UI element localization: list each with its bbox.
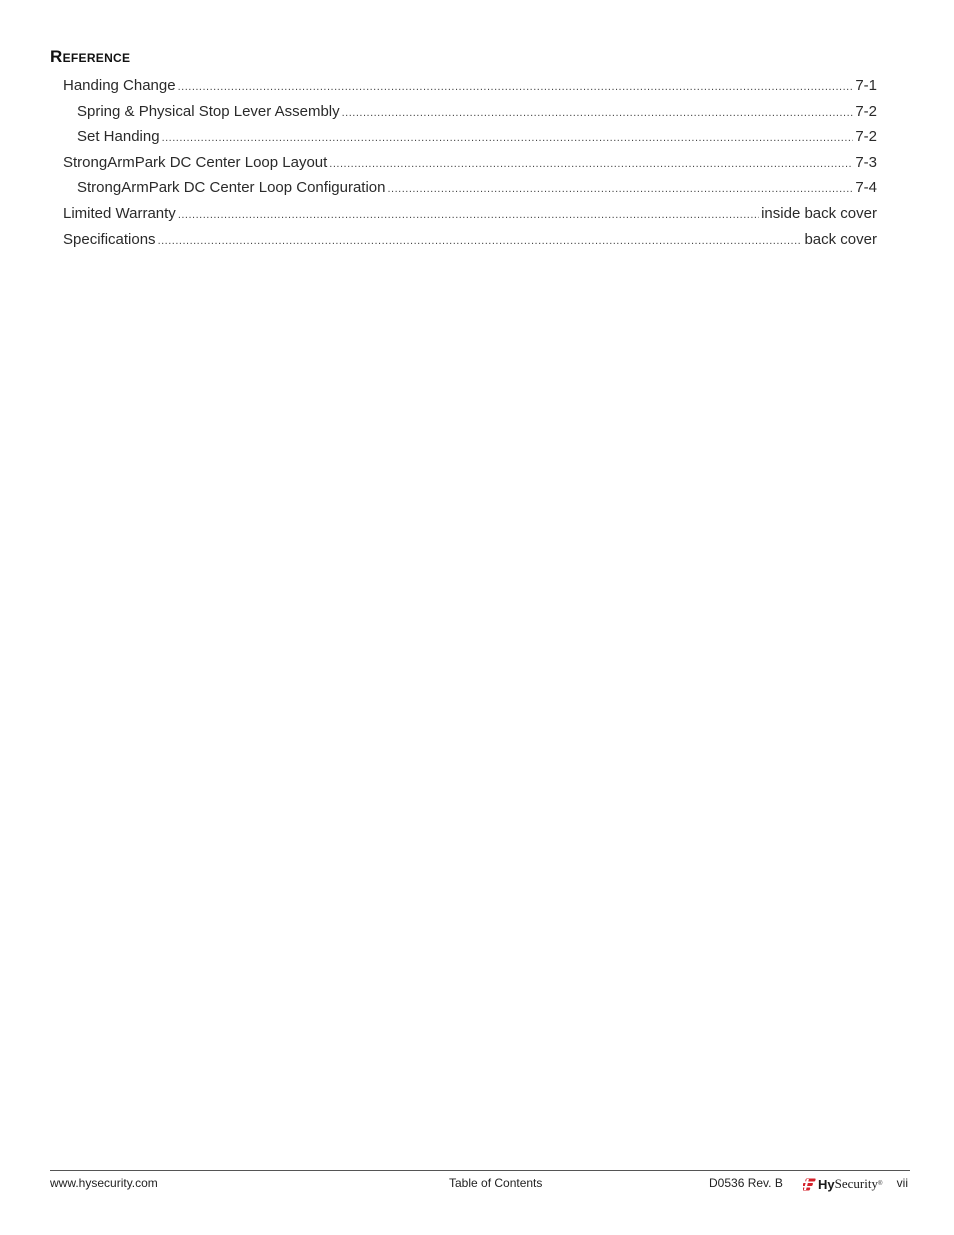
toc-entry-page: back cover xyxy=(804,230,877,248)
dot-leader xyxy=(387,178,853,200)
toc-entry-label: StrongArmPark DC Center Loop Configuration xyxy=(77,179,386,197)
dot-leader xyxy=(178,76,854,98)
toc-entry-label: Specifications xyxy=(63,230,156,248)
dot-leader xyxy=(178,204,759,226)
toc-entry-page: inside back cover xyxy=(761,204,877,222)
toc-entry-label: Spring & Physical Stop Lever Assembly xyxy=(77,102,340,120)
footer-divider xyxy=(50,1170,910,1171)
dot-leader xyxy=(162,127,854,149)
toc-entry-label: StrongArmPark DC Center Loop Layout xyxy=(63,153,328,171)
logo-brand-bold: Hy xyxy=(818,1176,835,1192)
toc-entry-spring-stop-lever[interactable] xyxy=(63,101,877,127)
dot-leader xyxy=(342,102,854,124)
logo-brand-regular: Security xyxy=(834,1176,878,1191)
toc-entry-handing-change[interactable] xyxy=(63,75,877,101)
hysecurity-logo-icon xyxy=(803,1178,816,1191)
dot-leader xyxy=(158,230,803,252)
toc-entry-center-loop-configuration[interactable] xyxy=(63,177,877,203)
toc-entry-label: Set Handing xyxy=(77,128,160,146)
toc-entry-center-loop-layout[interactable] xyxy=(63,152,877,178)
toc-entry-page: 7-2 xyxy=(855,128,877,146)
footer-section-name: Table of Contents xyxy=(449,1176,543,1190)
section-title: Reference xyxy=(50,47,131,66)
toc-entry-limited-warranty[interactable] xyxy=(63,203,877,229)
toc-entry-set-handing[interactable] xyxy=(63,126,877,152)
toc-entry-page: 7-2 xyxy=(855,102,877,120)
toc-entry-label: Limited Warranty xyxy=(63,204,176,222)
toc-entry-label: Handing Change xyxy=(63,77,176,94)
dot-leader xyxy=(329,153,853,175)
footer-page-number: vii xyxy=(896,1176,908,1190)
footer-website[interactable]: www.hysecurity.com xyxy=(50,1176,158,1190)
toc-entry-page: 7-1 xyxy=(855,77,877,94)
toc-entry-specifications[interactable] xyxy=(63,229,877,255)
brand-logo xyxy=(803,1175,882,1193)
footer-doc-number: D0536 Rev. B xyxy=(709,1176,783,1190)
logo-trademark: ® xyxy=(877,1181,883,1187)
table-of-contents xyxy=(63,75,877,254)
toc-entry-page: 7-4 xyxy=(855,179,877,197)
toc-entry-page: 7-3 xyxy=(855,153,877,171)
page-footer xyxy=(50,1175,910,1193)
